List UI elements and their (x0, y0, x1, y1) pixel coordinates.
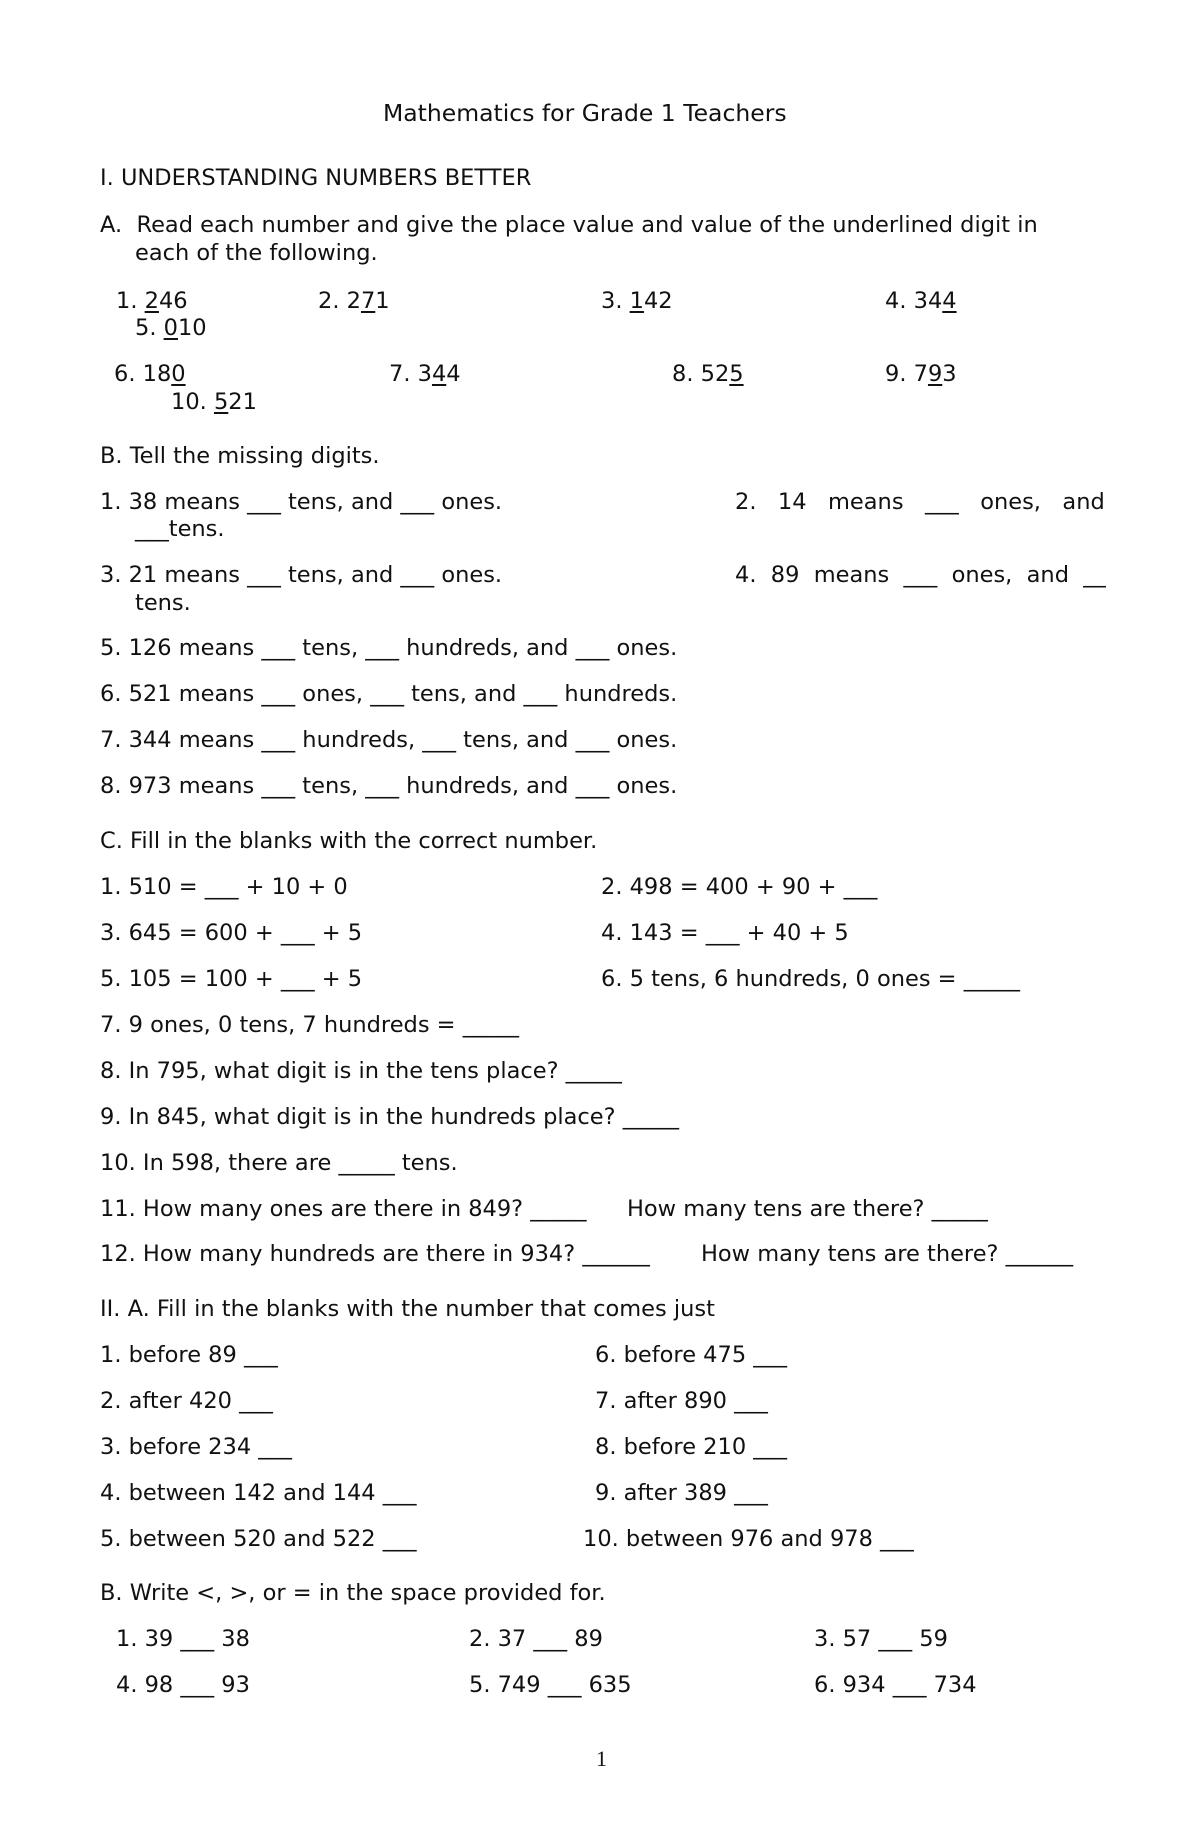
part-a-instruction-cont: each of the following. (135, 240, 378, 266)
part-b-item-1: 1. 38 means ___ tens, and ___ ones. (100, 489, 503, 515)
compare-item: 1. 39 ___ 38 (116, 1626, 250, 1652)
underlined-digit: 2 (144, 288, 159, 314)
part-a-item: 4. 344 (885, 288, 957, 314)
part-b-item-6: 6. 521 means ___ ones, ___ tens, and ___ hundreds. (100, 681, 678, 707)
part-c-item-11: 11. How many ones are there in 849? _____ (100, 1196, 587, 1222)
section-2a-item: 8. before 210 ___ (595, 1434, 788, 1460)
underlined-digit: 4 (942, 288, 957, 314)
section-2a-item: 4. between 142 and 144 ___ (100, 1480, 417, 1506)
underlined-digit: 0 (163, 315, 178, 341)
part-b-item-3: 3. 21 means ___ tens, and ___ ones. (100, 562, 503, 588)
part-b-item-7: 7. 344 means ___ hundreds, ___ tens, and ___ ones. (100, 727, 678, 753)
part-a-item: 5. 010 (135, 315, 207, 341)
part-a-item: 3. 142 (601, 288, 673, 314)
underlined-digit: 1 (629, 288, 644, 314)
part-c-item-12-second: How many tens are there? ______ (701, 1241, 1074, 1267)
part-c-item-7: 7. 9 ones, 0 tens, 7 hundreds = _____ (100, 1012, 519, 1038)
part-c-heading: C. Fill in the blanks with the correct number. (100, 828, 598, 854)
part-a-item: 2. 271 (318, 288, 390, 314)
underlined-digit: 5 (213, 389, 229, 415)
part-c-item-12: 12. How many hundreds are there in 934? ______ (100, 1241, 650, 1267)
part-b-item-4-cont: tens. (135, 590, 191, 616)
section-2a-item: 5. between 520 and 522 ___ (100, 1526, 417, 1552)
part-c-item-5: 5. 105 = 100 + ___ + 5 (100, 966, 363, 992)
part-c-item-1: 1. 510 = ___ + 10 + 0 (100, 874, 348, 900)
part-a-item: 6. 180 (114, 361, 186, 387)
underlined-digit: 5 (729, 361, 744, 387)
part-a-item: 10. 521 (171, 389, 257, 415)
part-c-item-6: 6. 5 tens, 6 hundreds, 0 ones = _____ (601, 966, 1020, 992)
document-title: Mathematics for Grade 1 Teachers (383, 99, 787, 127)
part-c-item-2: 2. 498 = 400 + 90 + ___ (601, 874, 878, 900)
underlined-digit: 4 (431, 361, 447, 387)
part-a-item: 9. 793 (885, 361, 957, 387)
compare-item: 3. 57 ___ 59 (814, 1626, 948, 1652)
part-c-item-8: 8. In 795, what digit is in the tens place? _____ (100, 1058, 622, 1084)
part-b-item-2-cont: ___tens. (135, 516, 225, 542)
part-b-item-2: 2. 14 means ___ ones, and (735, 489, 1105, 515)
section-2a-item: 2. after 420 ___ (100, 1388, 273, 1414)
section-2a-item: 9. after 389 ___ (595, 1480, 768, 1506)
part-b-item-4: 4. 89 means ___ ones, and __ (735, 562, 1106, 588)
part-c-item-9: 9. In 845, what digit is in the hundreds place? _____ (100, 1104, 679, 1130)
compare-item: 6. 934 ___ 734 (814, 1672, 977, 1698)
part-a-instruction: A. Read each number and give the place value and value of the underlined digit in (100, 212, 1038, 238)
part-b-item-5: 5. 126 means ___ tens, ___ hundreds, and ___ ones. (100, 635, 678, 661)
part-c-item-4: 4. 143 = ___ + 40 + 5 (601, 920, 849, 946)
page-number: 1 (596, 1746, 607, 1771)
part-a-item: 8. 525 (672, 361, 744, 387)
section-2b-heading: B. Write <, >, or = in the space provided for. (100, 1580, 606, 1606)
section-2a-item: 3. before 234 ___ (100, 1434, 293, 1460)
part-b-heading: B. Tell the missing digits. (100, 443, 380, 469)
section-2a-item: 7. after 890 ___ (595, 1388, 768, 1414)
section-2a-item: 10. between 976 and 978 ___ (583, 1526, 914, 1552)
part-c-item-3: 3. 645 = 600 + ___ + 5 (100, 920, 363, 946)
compare-item: 4. 98 ___ 93 (116, 1672, 250, 1698)
underlined-digit: 9 (927, 361, 943, 387)
section-2a-item: 6. before 475 ___ (595, 1342, 788, 1368)
section-1-heading: I. UNDERSTANDING NUMBERS BETTER (100, 165, 532, 191)
part-c-item-10: 10. In 598, there are _____ tens. (100, 1150, 458, 1176)
section-2a-item: 1. before 89 ___ (100, 1342, 278, 1368)
part-c-item-11-second: How many tens are there? _____ (627, 1196, 988, 1222)
part-a-item: 1. 246 (116, 288, 188, 314)
underlined-digit: 7 (360, 288, 376, 314)
section-2a-heading: II. A. Fill in the blanks with the number that comes just (100, 1296, 715, 1322)
part-b-item-8: 8. 973 means ___ tens, ___ hundreds, and ___ ones. (100, 773, 678, 799)
part-a-item: 7. 344 (389, 361, 461, 387)
compare-item: 2. 37 ___ 89 (469, 1626, 603, 1652)
compare-item: 5. 749 ___ 635 (469, 1672, 632, 1698)
underlined-digit: 0 (171, 361, 186, 387)
